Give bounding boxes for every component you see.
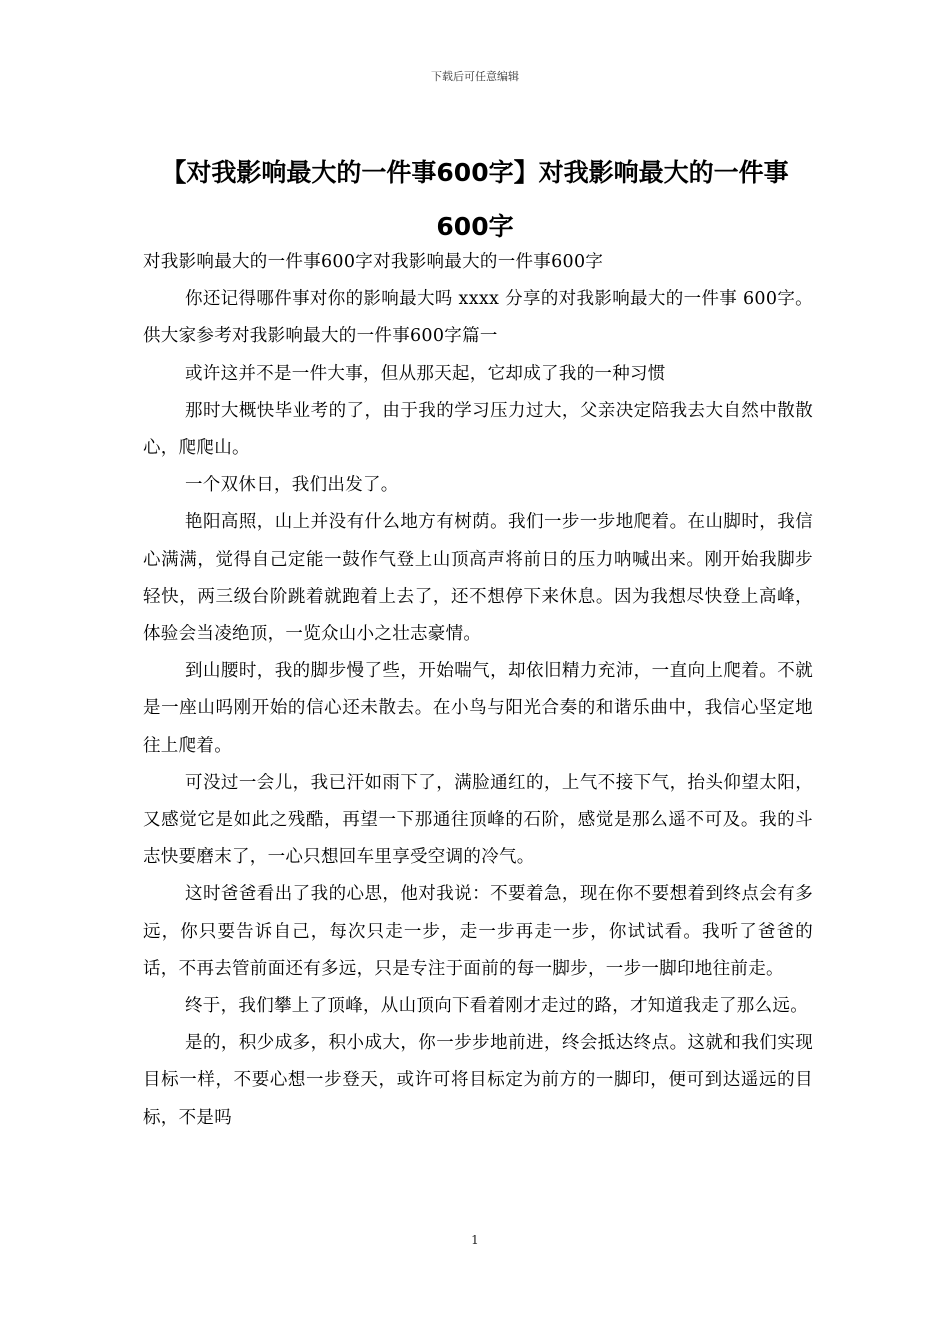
body-paragraph: 那时大概快毕业考的了，由于我的学习压力过大，父亲决定陪我去大自然中散散心，爬爬山。 bbox=[143, 400, 813, 459]
body-paragraph: 可没过一会儿，我已汗如雨下了，满脸通红的，上气不接下气，抬头仰望太阳，又感觉它是如此之残酷，再望一下那通往顶峰的石阶，感觉是那么遥不可及。我的斗志快要磨末了，一心只想回车里享受空调的冷气。 bbox=[143, 772, 813, 868]
body-paragraph: 艳阳高照，山上并没有什么地方有树荫。我们一步一步地爬着。在山脚时，我信心满满，觉得自己定能一鼓作气登上山顶高声将前日的压力呐喊出来。刚开始我脚步轻快，两三级台阶跳着就跑着上去了，还不想停下来休息。因为我想尽快登上高峰，体验会当凌绝顶，一览众山小之壮志豪情。 bbox=[143, 512, 813, 645]
body-paragraph: 这时爸爸看出了我的心思，他对我说：不要着急，现在你不要想着到终点会有多远，你只要告诉自己，每次只走一步，走一步再走一步，你试试看。我听了爸爸的话，不再去管前面还有多远，只是专注于面前的每一脚步，一步一脚印地往前走。 bbox=[143, 884, 813, 979]
document-body bbox=[143, 244, 813, 1137]
body-paragraph: 终于，我们攀上了顶峰，从山顶向下看着刚才走过的路，才知道我走了那么远。 bbox=[185, 996, 808, 1017]
body-paragraph: 是的，积少成多，积小成大，你一步步地前进，终会抵达终点。这就和我们实现目标一样，不要心想一步登天，或许可将目标定为前方的一脚印，便可到达遥远的目标，不是吗 bbox=[143, 1033, 813, 1128]
body-paragraph: 一个双休日，我们出发了。 bbox=[185, 475, 399, 496]
subtitle-paragraph: 对我影响最大的一件事600字对我影响最大的一件事600字 bbox=[143, 252, 604, 272]
document-title: 【对我影响最大的一件事600字】对我影响最大的一件事600字 bbox=[161, 158, 789, 241]
header-note: 下载后可任意编辑 bbox=[431, 70, 519, 83]
body-paragraph: 到山腰时，我的脚步慢了些，开始喘气，却依旧精力充沛，一直向上爬着。不就是一座山吗刚开始的信心还未散去。在小鸟与阳光合奏的和谐乐曲中，我信心坚定地往上爬着。 bbox=[143, 661, 813, 756]
body-paragraph: 你还记得哪件事对你的影响最大吗 xxxx 分享的对我影响最大的一件事 600字。供大家参考对我影响最大的一件事600字篇一 bbox=[143, 289, 813, 347]
page-number: 1 bbox=[471, 1233, 479, 1247]
body-paragraph: 或许这并不是一件大事，但从那天起，它却成了我的一种习惯 bbox=[185, 363, 666, 384]
